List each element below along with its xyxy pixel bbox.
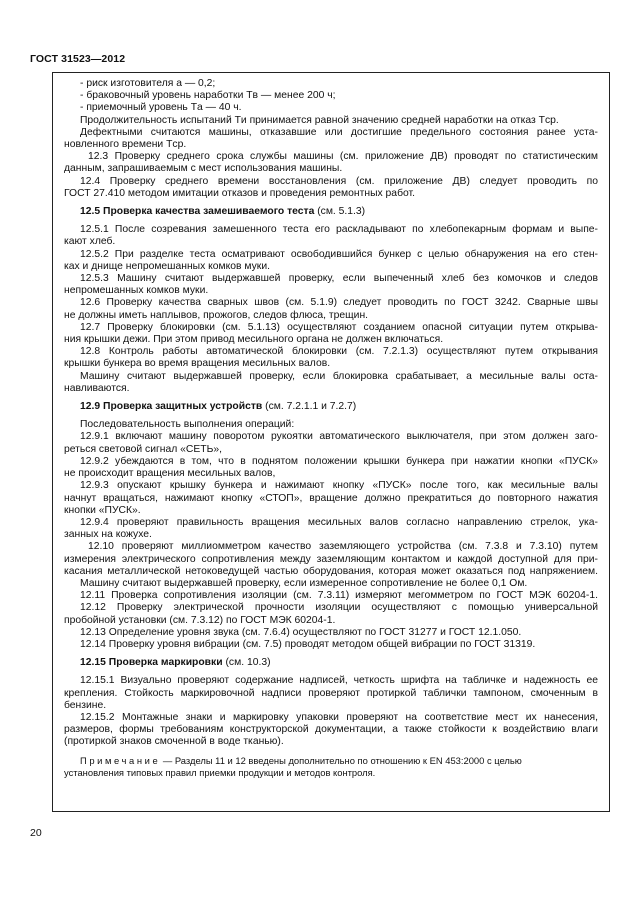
text-line: 12.15.2 Монтажные знаки и маркировку упаковки проверяют на соответствие мест их нанесения, [80, 711, 598, 723]
text-line: 12.15.1 Визуально проверяют содержание надписей, четкость шрифта на табличке и надежность ее [80, 675, 598, 687]
text-line: 12.9.3 опускают крышку бункера и нажимают кнопку «ПУСК» после того, как месильные валы [80, 480, 598, 492]
text-line: 12.9.2 убеждаются в том, что в поднятом положении крышки бункера при нажатии кнопки «ПУСК» [80, 455, 598, 467]
text-line: Дефектными считаются машины, отказавшие или достигшие предельного состояния ранее уста- [80, 126, 598, 138]
section-heading [64, 401, 598, 413]
section-heading-title: 12.15 Проверка маркировки [80, 657, 223, 669]
text-line: - приемочный уровень Tа — 40 ч. [80, 102, 242, 114]
text-line: 12.14 Проверку уровня вибрации (см. 7.5) проводят методом общей вибрации по ГОСТ 31319. [80, 638, 536, 650]
note-line-1 [64, 755, 598, 767]
text-line: 12.3 Проверку среднего срока службы машины (см. приложение ДВ) проводят по статистическим [88, 151, 598, 163]
text-line: размеров, формы требованиям конструкторской документации, а также стойкости к воздействию влаги [64, 724, 598, 736]
text-line: крышки бункера во время вращения месильных валов. [64, 358, 331, 370]
text-line: Продолжительность испытаний Tи принимается равной значению средней наработки на отказ Tср. [80, 114, 559, 126]
section-heading-ref: (см. 5.1.3) [314, 206, 366, 218]
text-line: 12.13 Определение уровня звука (см. 7.6.4) осуществляют по ГОСТ 31277 и ГОСТ 12.1.050. [80, 626, 522, 638]
document-body [64, 78, 598, 779]
note-label: Примечание [80, 754, 161, 766]
section-heading-ref: (см. 10.3) [222, 657, 271, 669]
text-line: (протиркой знаков смоченной в воде тканью). [64, 736, 284, 748]
text-line: 12.5.2 При разделке теста осматривают освободившийся бункер с целью обнаружения на его стен- [80, 248, 598, 260]
section-heading [64, 657, 598, 669]
text-line: измерения электрического сопротивления между заземляющим контактом и каждой доступной для при- [64, 553, 598, 565]
paragraph-lines [64, 78, 598, 749]
text-line: Последовательность выполнения операций: [80, 419, 295, 431]
text-line: 12.11 Проверка сопротивления изоляции (см. 7.3.11) измеряют мегомметром по ГОСТ МЭК 60204-1. [80, 590, 598, 602]
text-line: - риск изготовителя а — 0,2; [80, 78, 216, 89]
text-line: 12.9.1 включают машину поворотом рукоятки автоматического выключателя, при этом должен заго- [80, 431, 598, 443]
text-line: - браковочный уровень наработки Tв — менее 200 ч; [80, 90, 336, 102]
text-line: касания металлической нетоковедущей частью оборудования, которая может оказаться под напряжением. [64, 565, 598, 577]
section-heading-title: 12.9 Проверка защитных устройств [80, 401, 263, 413]
section-heading-ref: (см. 7.2.1.1 и 7.2.7) [262, 401, 357, 413]
section-heading-title: 12.5 Проверка качества замешиваемого теста [80, 206, 315, 218]
text-line: не должны иметь наплывов, прожогов, следов флюса, трещин. [64, 309, 369, 321]
text-line: 12.4 Проверку среднего времени восстановления (см. приложение ДВ) следует проводить по [80, 175, 598, 187]
text-line: Машину считают выдержавшей проверку, если измеренное сопротивление не более 0,1 Ом. [80, 577, 528, 589]
text-line: новленного времени Tср. [64, 139, 187, 151]
text-line: ГОСТ 27.410 методом имитации отказов и проведения ремонтных работ. [64, 187, 415, 199]
text-line: навливаются. [64, 382, 130, 394]
text-line: крепления. Стойкость маркировочной надписи проверяют протиркой таблички тампоном, смоченным в [64, 687, 598, 699]
text-line: непромешанных комков муки. [64, 285, 209, 297]
text-line: 12.10 проверяют миллиомметром качество заземляющего устройства (см. 7.3.8 и 7.3.10) путем [88, 541, 598, 553]
text-line: 12.8 Контроль работы автоматической блокировки (см. 7.2.1.3) осуществляют путем открывания [80, 346, 598, 358]
page-number: 20 [30, 827, 42, 839]
text-line: начнут вращаться, нажимают кнопку «СТОП», вращение должно прекратиться до повторного нажатия [64, 492, 598, 504]
text-line: Машину считают выдержавшей проверку, если блокировка срабатывает, а месильные валы оста- [80, 370, 598, 382]
document-header: ГОСТ 31523—2012 [30, 53, 126, 65]
text-line: пробойной установки (см. 7.3.12) по ГОСТ МЭК 60204-1. [64, 614, 336, 626]
text-line: реться световой сигнал «СЕТЬ», [64, 443, 223, 455]
note-line-2: установления типовых правил приемки продукции и методов контроля. [64, 766, 376, 778]
text-line: 12.5.1 После созревания замешенного теста его раскладывают по хлебопекарным формам и выпе- [80, 224, 598, 236]
text-line: кнопки «ПУСК». [64, 504, 141, 516]
text-line: бензине. [64, 699, 107, 711]
text-line: данным, запрашиваемым с мест использования машины. [64, 163, 343, 175]
text-line: кают хлеб. [64, 236, 116, 248]
text-line: 12.9.4 проверяют правильность вращения месильных валов согласно направлению стрелок, ука- [80, 516, 598, 528]
text-line: 12.12 Проверку электрической прочности изоляции осуществляют с помощью универсальной [80, 602, 598, 614]
note-text: — Разделы 11 и 12 введены дополнительно по отношению к EN 453:2000 с целью [160, 754, 522, 766]
text-line: 12.7 Проверку блокировки (см. 5.1.13) осуществляют созданием опасной ситуации путем открыва- [80, 321, 598, 333]
text-line: не происходит вращения месильных валов, [64, 468, 276, 480]
section-heading [64, 206, 598, 218]
text-line: ния крышки дежи. При этом привод месильного органа не должен включаться. [64, 334, 444, 346]
text-line: 12.6 Проверку качества сварных швов (см. 5.1.9) следует проводить по ГОСТ 3242. Сварные швы [80, 297, 598, 309]
text-line: занных на кожухе. [64, 529, 152, 541]
text-line: ках и днище непромешанных комков муки. [64, 260, 270, 272]
text-line: 12.5.3 Машину считают выдержавшей проверку, если выпеченный хлеб без комочков и следов [80, 273, 598, 285]
